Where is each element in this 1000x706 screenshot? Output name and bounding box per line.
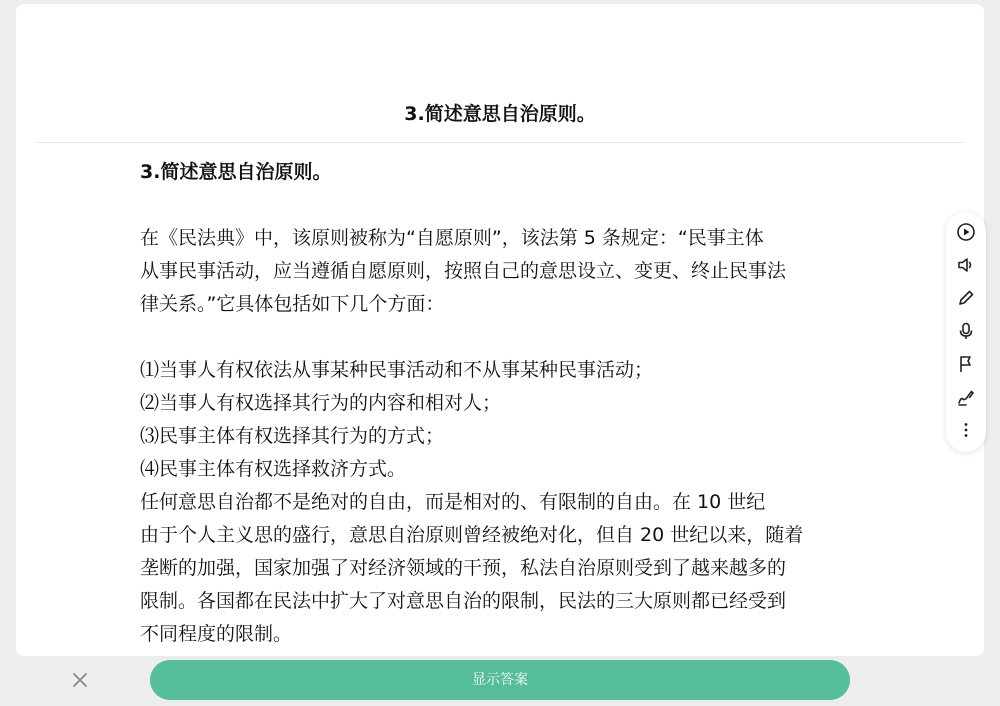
spacer <box>140 321 860 354</box>
list-item: ⑶民事主体有权选择其行为的方式； <box>140 425 445 447</box>
paragraph-line: 任何意思自治都不是绝对的自由，而是相对的、有限制的自由。在 10 世纪 <box>140 491 766 513</box>
pencil-icon[interactable] <box>954 286 978 310</box>
paragraph-line: 由于个人主义思的盛行，意思自治原则曾经被绝对化，但自 20 世纪以来，随着 <box>140 524 804 546</box>
side-toolbar <box>946 212 986 452</box>
answer-content <box>140 156 860 656</box>
divider <box>36 142 964 143</box>
question-heading: 3.简述意思自治原则。 <box>140 161 332 183</box>
list-item: ⑴当事人有权依法从事某种民事活动和不从事某种民事活动； <box>140 359 654 381</box>
more-icon[interactable] <box>954 418 978 442</box>
flag-icon[interactable] <box>954 352 978 376</box>
show-answer-button[interactable]: 显示答案 <box>150 660 850 700</box>
question-card <box>16 4 984 656</box>
list-item: ⑷民事主体有权选择救济方式。 <box>140 458 407 480</box>
card-title: 3.简述意思自治原则。 <box>404 103 596 125</box>
intro-line: 从事民事活动，应当遵循自愿原则，按照自己的意思设立、变更、终止民事法 <box>140 260 787 282</box>
intro-line: 在《民法典》中，该原则被称为“自愿原则”，该法第 5 条规定：“民事主体 <box>140 227 764 249</box>
signature-icon[interactable] <box>954 385 978 409</box>
microphone-icon[interactable] <box>954 319 978 343</box>
close-icon[interactable] <box>70 670 90 690</box>
speaker-icon[interactable] <box>954 253 978 277</box>
play-icon[interactable] <box>954 220 978 244</box>
paragraph-line: 不同程度的限制。 <box>140 623 293 645</box>
list-item: ⑵当事人有权选择其行为的内容和相对人； <box>140 392 502 414</box>
paragraph-line: 垄断的加强，国家加强了对经济领域的干预，私法自治原则受到了越来越多的 <box>140 557 787 579</box>
bottom-bar <box>0 656 1000 706</box>
paragraph-line: 限制。各国都在民法中扩大了对意思自治的限制，民法的三大原则都已经受到 <box>140 590 787 612</box>
intro-line: 律关系。”它具体包括如下几个方面： <box>140 293 445 315</box>
